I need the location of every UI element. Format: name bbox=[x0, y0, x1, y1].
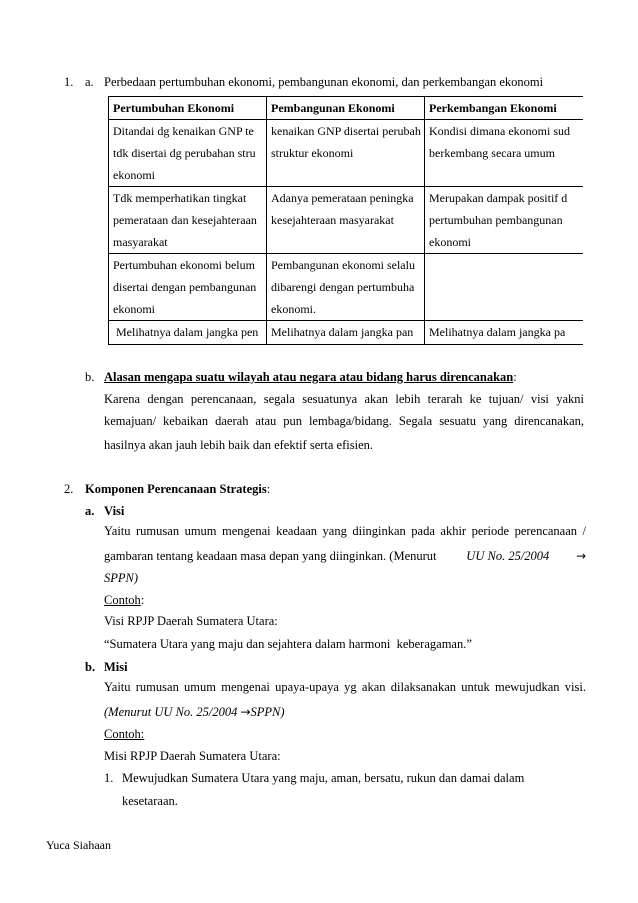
cell-line: ekonomi. bbox=[271, 302, 316, 316]
misi-item-line-1: Mewujudkan Sumatera Utara yang maju, aman, bersatu, rukun dan damai dalam bbox=[122, 771, 525, 785]
item-a-title: Perbedaan pertumbuhan ekonomi, pembangunan ekonomi, dan perkembangan ekonomi bbox=[104, 75, 544, 89]
table-cell bbox=[109, 254, 267, 321]
misi-reference-line bbox=[104, 704, 285, 720]
visi-line-2 bbox=[104, 548, 586, 564]
cell-line: kesejahteraan masyarakat bbox=[271, 213, 394, 227]
misi-item-line-2: kesetaraan. bbox=[122, 794, 178, 808]
item-a-letter: a. bbox=[85, 75, 94, 89]
misi-contoh: Contoh: bbox=[104, 727, 145, 741]
table-row bbox=[109, 187, 583, 254]
table-cell-empty bbox=[425, 254, 583, 321]
item-b-title: Alasan mengapa suatu wilayah atau negara atau bidang harus direncanakan bbox=[104, 370, 514, 384]
table-row bbox=[109, 321, 583, 345]
section-2-heading bbox=[85, 481, 270, 497]
section-2-number: 2. bbox=[64, 482, 74, 496]
table-row bbox=[109, 120, 583, 187]
visi-contoh bbox=[104, 592, 144, 608]
arrow-right-icon: → bbox=[575, 549, 586, 563]
cell-line: disertai dengan pembangunan bbox=[113, 280, 257, 294]
table-cell bbox=[109, 187, 267, 254]
misi-item-number: 1. bbox=[104, 771, 114, 785]
visi-contoh-label: Contoh bbox=[104, 593, 141, 607]
item-b-line-3: hasilnya akan jauh lebih baik dan efektif serta efisien. bbox=[104, 438, 373, 452]
header-pertumbuhan: Pertumbuhan Ekonomi bbox=[109, 97, 267, 120]
visi-line-3: SPPN) bbox=[104, 571, 139, 585]
cell-line: pemerataan dan kesejahteraan bbox=[113, 213, 257, 227]
table-cell bbox=[109, 321, 267, 345]
cell-line: ekonomi bbox=[429, 235, 471, 249]
misi-reference: UU No. 25/2004 bbox=[154, 705, 238, 719]
header-perkembangan: Perkembangan Ekonomi bbox=[425, 97, 583, 120]
cell-line: kenaikan GNP disertai perubah bbox=[271, 124, 421, 138]
misi-title: Misi bbox=[104, 660, 128, 674]
table-cell bbox=[267, 321, 425, 345]
misi-example-title: Misi RPJP Daerah Sumatera Utara: bbox=[104, 749, 281, 763]
cell-line: dibarengi dengan pertumbuha bbox=[271, 280, 415, 294]
cell-line: pertumbuhan pembangunan bbox=[429, 213, 563, 227]
cell-line: Melihatnya dalam jangka pa bbox=[429, 325, 566, 339]
cell-line: Pertumbuhan ekonomi belum bbox=[113, 258, 255, 272]
misi-letter: b. bbox=[85, 660, 96, 674]
cell-line: tdk disertai dg perubahan stru bbox=[113, 146, 256, 160]
cell-line: Merupakan dampak positif d bbox=[429, 191, 568, 205]
cell-line: Ditandai dg kenaikan GNP te bbox=[113, 124, 254, 138]
arrow-right-icon: → bbox=[240, 705, 251, 719]
visi-letter: a. bbox=[85, 504, 95, 518]
cell-line: Adanya pemerataan peningka bbox=[271, 191, 414, 205]
misi-ref-close: SPPN) bbox=[250, 705, 285, 719]
cell-line: Tdk memperhatikan tingkat bbox=[113, 191, 247, 205]
item-b-line-1: Karena dengan perencanaan, segala sesuatunya akan lebih terarah ke tujuan/ visi yakni bbox=[104, 392, 584, 406]
table-cell bbox=[425, 321, 583, 345]
visi-reference: UU No. 25/2004 bbox=[466, 549, 550, 563]
item-b-colon: : bbox=[513, 370, 517, 384]
table-cell bbox=[267, 254, 425, 321]
item-b-heading bbox=[104, 369, 517, 385]
item-b-letter: b. bbox=[85, 370, 95, 384]
cell-line: Melihatnya dalam jangka pan bbox=[271, 325, 414, 339]
cell-line: Kondisi dimana ekonomi sud bbox=[429, 124, 570, 138]
visi-example-quote: “Sumatera Utara yang maju dan sejahtera dalam harmoni keberagaman.” bbox=[104, 637, 472, 651]
table-cell bbox=[109, 120, 267, 187]
table-row bbox=[109, 254, 583, 321]
visi-line-2-text: gambaran tentang keadaan masa depan yang diinginkan. (Menurut bbox=[104, 549, 440, 563]
table-header-row bbox=[109, 97, 583, 120]
table-cell bbox=[425, 120, 583, 187]
cell-line: Pembangunan ekonomi selalu bbox=[271, 258, 415, 272]
item-b-line-2: kemajuan/ kebaikan daerah atau pun lembaga/bidang. Segala sesuatu yang direncanakan, bbox=[104, 414, 584, 428]
table-cell bbox=[425, 187, 583, 254]
footer-author: Yuca Siahaan bbox=[46, 838, 111, 852]
visi-title: Visi bbox=[104, 504, 125, 518]
misi-ref-open: (Menurut bbox=[104, 705, 155, 719]
cell-line: Melihatnya dalam jangka pen bbox=[113, 325, 259, 339]
section-2-title: Komponen Perencanaan Strategis bbox=[85, 482, 267, 496]
section-1-number: 1. bbox=[64, 75, 74, 89]
table-cell bbox=[267, 187, 425, 254]
section-2-colon: : bbox=[266, 482, 271, 496]
cell-line: ekonomi bbox=[113, 168, 155, 182]
visi-example-title: Visi RPJP Daerah Sumatera Utara: bbox=[104, 614, 278, 628]
header-pembangunan: Pembangunan Ekonomi bbox=[267, 97, 425, 120]
misi-line-1: Yaitu rumusan umum mengenai upaya-upaya yg akan dilaksanakan untuk mewujudkan visi. bbox=[104, 680, 586, 694]
cell-line: berkembang secara umum bbox=[429, 146, 555, 160]
cell-line: struktur ekonomi bbox=[271, 146, 354, 160]
cell-line: masyarakat bbox=[113, 235, 168, 249]
cell-line: ekonomi bbox=[113, 302, 155, 316]
visi-contoh-colon: : bbox=[140, 593, 145, 607]
table-cell bbox=[267, 120, 425, 187]
visi-line-1: Yaitu rumusan umum mengenai keadaan yang diinginkan pada akhir periode perencanaan / bbox=[104, 524, 586, 538]
comparison-table bbox=[108, 96, 583, 345]
